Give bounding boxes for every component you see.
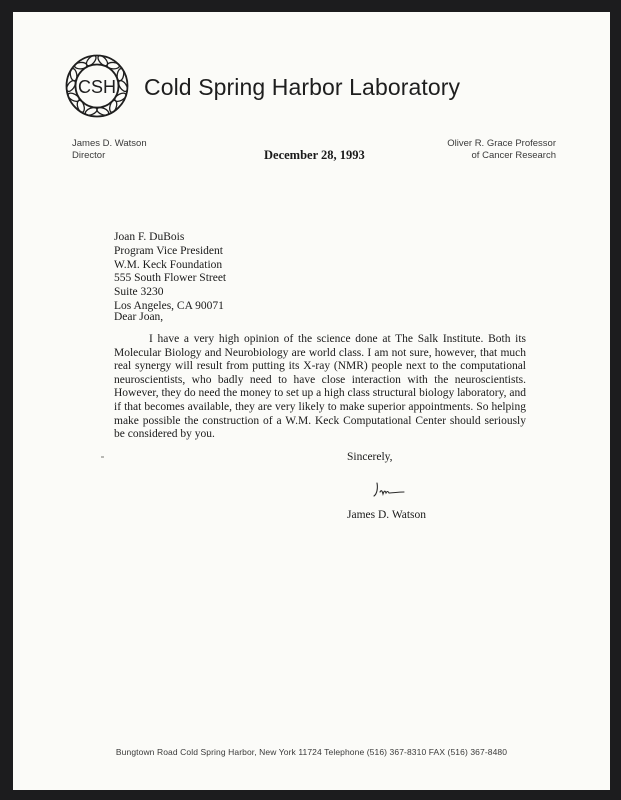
recipient-address (114, 231, 226, 314)
address-line: Suite 3230 (114, 286, 164, 299)
salutation: Dear Joan, (114, 311, 164, 323)
logo-text: CSH (77, 77, 117, 97)
logo-chain-link (69, 68, 77, 81)
logo-chain-link (107, 62, 120, 69)
letter-page (13, 12, 610, 790)
logo-chain-link (84, 106, 98, 117)
csh-logo (63, 52, 131, 120)
professorship-block (447, 138, 556, 162)
address-line: W.M. Keck Foundation (114, 258, 223, 271)
signer-name: James D. Watson (347, 509, 427, 521)
letter-body: I have a very high opinion of the science done at The Salk Institute. Both its Molecular Biology and Neurobiology are world class. I am not sure, however, that much real synergy will result from putting its X-ray (NMR) people next to the computational neuroscientists, who badly need to have close interaction with the neuroscientists. However, they do need the money to set up a high class structural biology laboratory, and if that becomes available, they are very likely to make superior appointments. So helping make possible the construction of a W.M. Keck Computational Center should seriously be considered by you. (114, 333, 526, 441)
letter-date: December 28, 1993 (264, 148, 365, 162)
logo-chain-link (116, 68, 124, 81)
address-line: Joan F. DuBois (114, 231, 185, 243)
handwritten-signature (371, 480, 407, 500)
organization-name: Cold Spring Harbor Laboratory (144, 74, 461, 100)
logo-chain-link (96, 106, 110, 117)
professorship-line-1: Oliver R. Grace Professor (447, 138, 556, 149)
paper-speck (101, 456, 104, 458)
address-line: Los Angeles, CA 90071 (114, 299, 224, 312)
director-name: James D. Watson (72, 138, 147, 149)
professorship-line-2: of Cancer Research (471, 150, 556, 161)
director-title: Director (72, 150, 106, 161)
director-block (72, 138, 147, 162)
letterhead-footer: Bungtown Road Cold Spring Harbor, New York 11724 Telephone (516) 367-8310 FAX (516) 367-8480 (115, 747, 508, 757)
address-line: 555 South Flower Street (114, 272, 227, 285)
closing: Sincerely, (347, 451, 393, 463)
address-line: Program Vice President (114, 244, 223, 257)
logo-chain-link (74, 62, 87, 69)
